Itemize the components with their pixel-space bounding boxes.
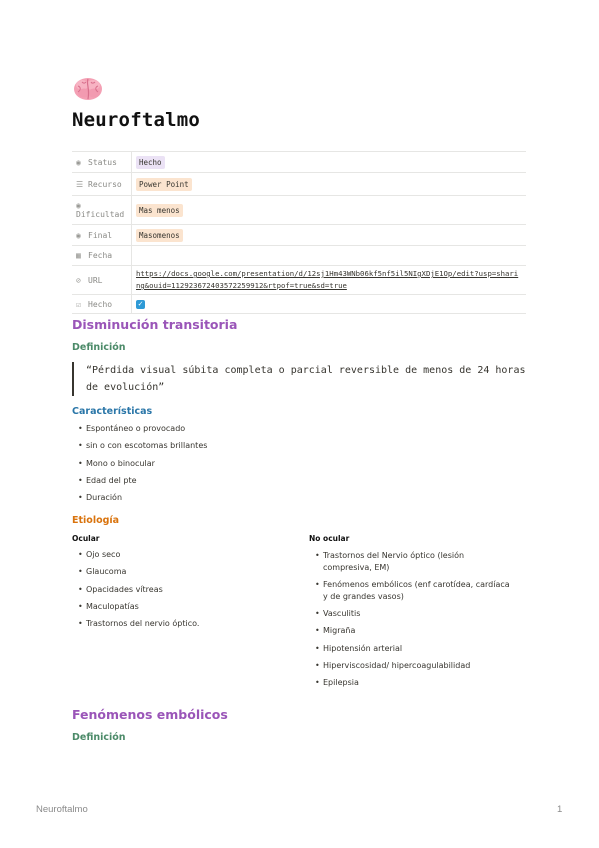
list-item: • Hiperviscosidad/ hipercoagulabilidad — [313, 660, 513, 677]
properties-table — [72, 151, 526, 314]
status-tag[interactable]: Hecho — [136, 156, 165, 169]
heading-definicion: Definición — [72, 342, 126, 353]
property-key-final: ◉ Final — [72, 225, 132, 245]
property-row-status — [72, 152, 526, 173]
list-item: • Migraña — [313, 625, 513, 642]
footer-page-title: Neuroftalmo — [36, 804, 88, 815]
heading-definicion-2: Definición — [72, 732, 126, 743]
caracteristicas-list — [76, 424, 316, 510]
property-row-url — [72, 266, 526, 295]
list-item: • Maculopatías — [76, 602, 296, 619]
list-item: • Trastornos del Nervio óptico (lesión compresiva, EM) — [313, 550, 513, 579]
column-heading-ocular: Ocular — [72, 534, 100, 543]
list-item: • Epilepsia — [313, 677, 513, 694]
footer-page-number: 1 — [557, 804, 563, 815]
list-item: • Ojo seco — [76, 550, 296, 567]
property-row-recurso — [72, 173, 526, 196]
property-row-hecho — [72, 295, 526, 314]
page-title: Neuroftalmo — [72, 109, 201, 131]
hecho-checkbox[interactable]: ✓ — [137, 299, 144, 308]
property-key-hecho: ☑ Hecho — [72, 295, 132, 313]
list-item: • Fenómenos embólicos (enf carotídea, cardíaca y de grandes vasos) — [313, 579, 513, 608]
fecha-value[interactable] — [132, 246, 526, 265]
list-item: • sin o con escotomas brillantes — [76, 441, 316, 458]
heading-fenomenos-embolicos: Fenómenos embólicos — [72, 707, 228, 722]
list-icon: ☰ — [76, 179, 84, 189]
recurso-tag[interactable]: Power Point — [136, 178, 192, 191]
property-key-recurso: ☰ Recurso — [72, 173, 132, 195]
list-item: • Vasculitis — [313, 608, 513, 625]
heading-disminucion-transitoria: Disminución transitoria — [72, 317, 238, 332]
property-key-fecha: ▦ Fecha — [72, 246, 132, 265]
list-item: • Espontáneo o provocado — [76, 424, 316, 441]
brain-icon — [72, 74, 104, 104]
url-link[interactable]: https://docs.google.com/presentation/d/12sj1Hm43WNb06kf5nf5il5NIgXDjE1Op/edit?usp=sharing&ouid=112923672403572259912&rtpof=true&sd=true — [136, 269, 519, 290]
list-item: • Trastornos del nervio óptico. — [76, 619, 296, 636]
column-heading-no-ocular: No ocular — [309, 534, 350, 543]
status-icon: ◉ — [76, 157, 81, 167]
property-key-url: ⊘ URL — [72, 266, 132, 294]
no-ocular-list — [313, 550, 513, 694]
checkbox-icon: ☑ — [76, 299, 81, 309]
dificultad-tag[interactable]: Mas menos — [136, 204, 183, 217]
status-icon: ◉ — [76, 230, 81, 240]
final-tag[interactable]: Masomenos — [136, 229, 183, 242]
property-key-status: ◉ Status — [72, 152, 132, 172]
heading-etiologia: Etiología — [72, 515, 120, 526]
property-key-dificultad: ◉ Dificultad — [72, 196, 132, 224]
status-icon: ◉ — [76, 201, 81, 210]
list-item: • Hipotensión arterial — [313, 643, 513, 660]
list-item: • Mono o binocular — [76, 459, 316, 476]
list-item: • Duración — [76, 493, 316, 510]
property-row-dificultad — [72, 196, 526, 225]
link-icon: ⊘ — [76, 275, 81, 285]
ocular-list — [76, 550, 296, 636]
property-row-final — [72, 225, 526, 246]
property-row-fecha — [72, 246, 526, 266]
list-item: • Edad del pte — [76, 476, 316, 493]
heading-caracteristicas: Características — [72, 406, 153, 417]
list-item: • Opacidades vítreas — [76, 585, 296, 602]
calendar-icon: ▦ — [76, 251, 81, 260]
definition-quote: “Pérdida visual súbita completa o parcial reversible de menos de 24 horas de evolución” — [72, 362, 526, 396]
list-item: • Glaucoma — [76, 567, 296, 584]
